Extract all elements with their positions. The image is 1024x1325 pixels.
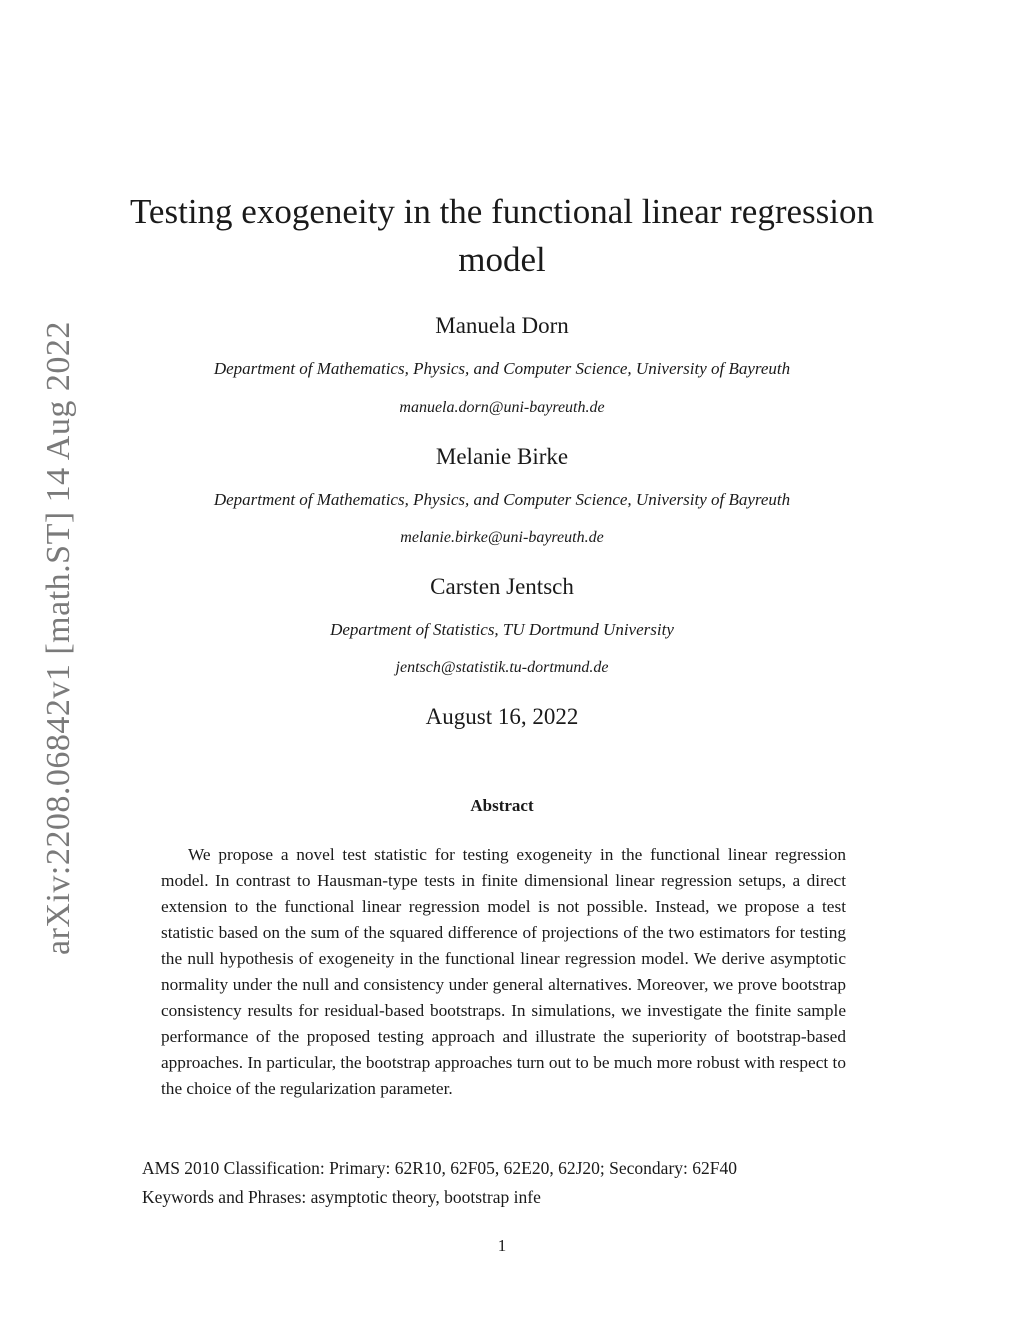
page-number: 1 xyxy=(497,1236,507,1255)
abstract-text: We propose a novel test statistic for testing exogeneity in the functional linear regression model. In contrast to Hausman-type tests in finite dimensional linear regression setups, a direct extension to the functional linear regression model is not possible. Instead, we propose a test statistic based on the sum of the squared difference of projections of the two estimators for testing the null hypothesis of exogeneity in the functional linear regression model. We derive asymptotic normality under the null and consistency under general alternatives. Moreover, we prove bootstrap consistency results for residual-based bootstraps. In simulations, we investigate the finite sample performance of the proposed testing approach and illustrate the superiority of bootstrap-based approaches. In particular, the bootstrap approaches turn out to be much more robust with respect to the choice of the regularization parameter. xyxy=(161,845,846,1098)
author-name: Melanie Birke xyxy=(435,444,569,469)
ams-classification: AMS 2010 Classification: Primary: 62R10, 62F05, 62E20, 62J20; Secondary: 62F40 xyxy=(142,1158,737,1178)
author-affiliation: Department of Statistics, TU Dortmund University xyxy=(330,620,674,639)
author-affiliation: Department of Mathematics, Physics, and Computer Science, University of Bayreuth xyxy=(213,359,791,378)
keywords: Keywords and Phrases: asymptotic theory, bootstrap infe xyxy=(142,1187,541,1207)
paper-title: Testing exogeneity in the functional linear regression model xyxy=(130,192,874,279)
author-email: manuela.dorn@uni-bayreuth.de xyxy=(399,399,605,416)
author-name: Carsten Jentsch xyxy=(430,574,574,599)
author-email: jentsch@statistik.tu-dortmund.de xyxy=(395,659,609,676)
abstract-heading: Abstract xyxy=(470,796,534,815)
author-name: Manuela Dorn xyxy=(435,313,569,338)
publication-date: August 16, 2022 xyxy=(425,704,579,729)
arxiv-identifier: arXiv:2208.06842v1 [math.ST] 14 Aug 2022 xyxy=(40,321,77,955)
author-email: melanie.birke@uni-bayreuth.de xyxy=(400,529,604,546)
author-affiliation: Department of Mathematics, Physics, and Computer Science, University of Bayreuth xyxy=(213,490,791,509)
